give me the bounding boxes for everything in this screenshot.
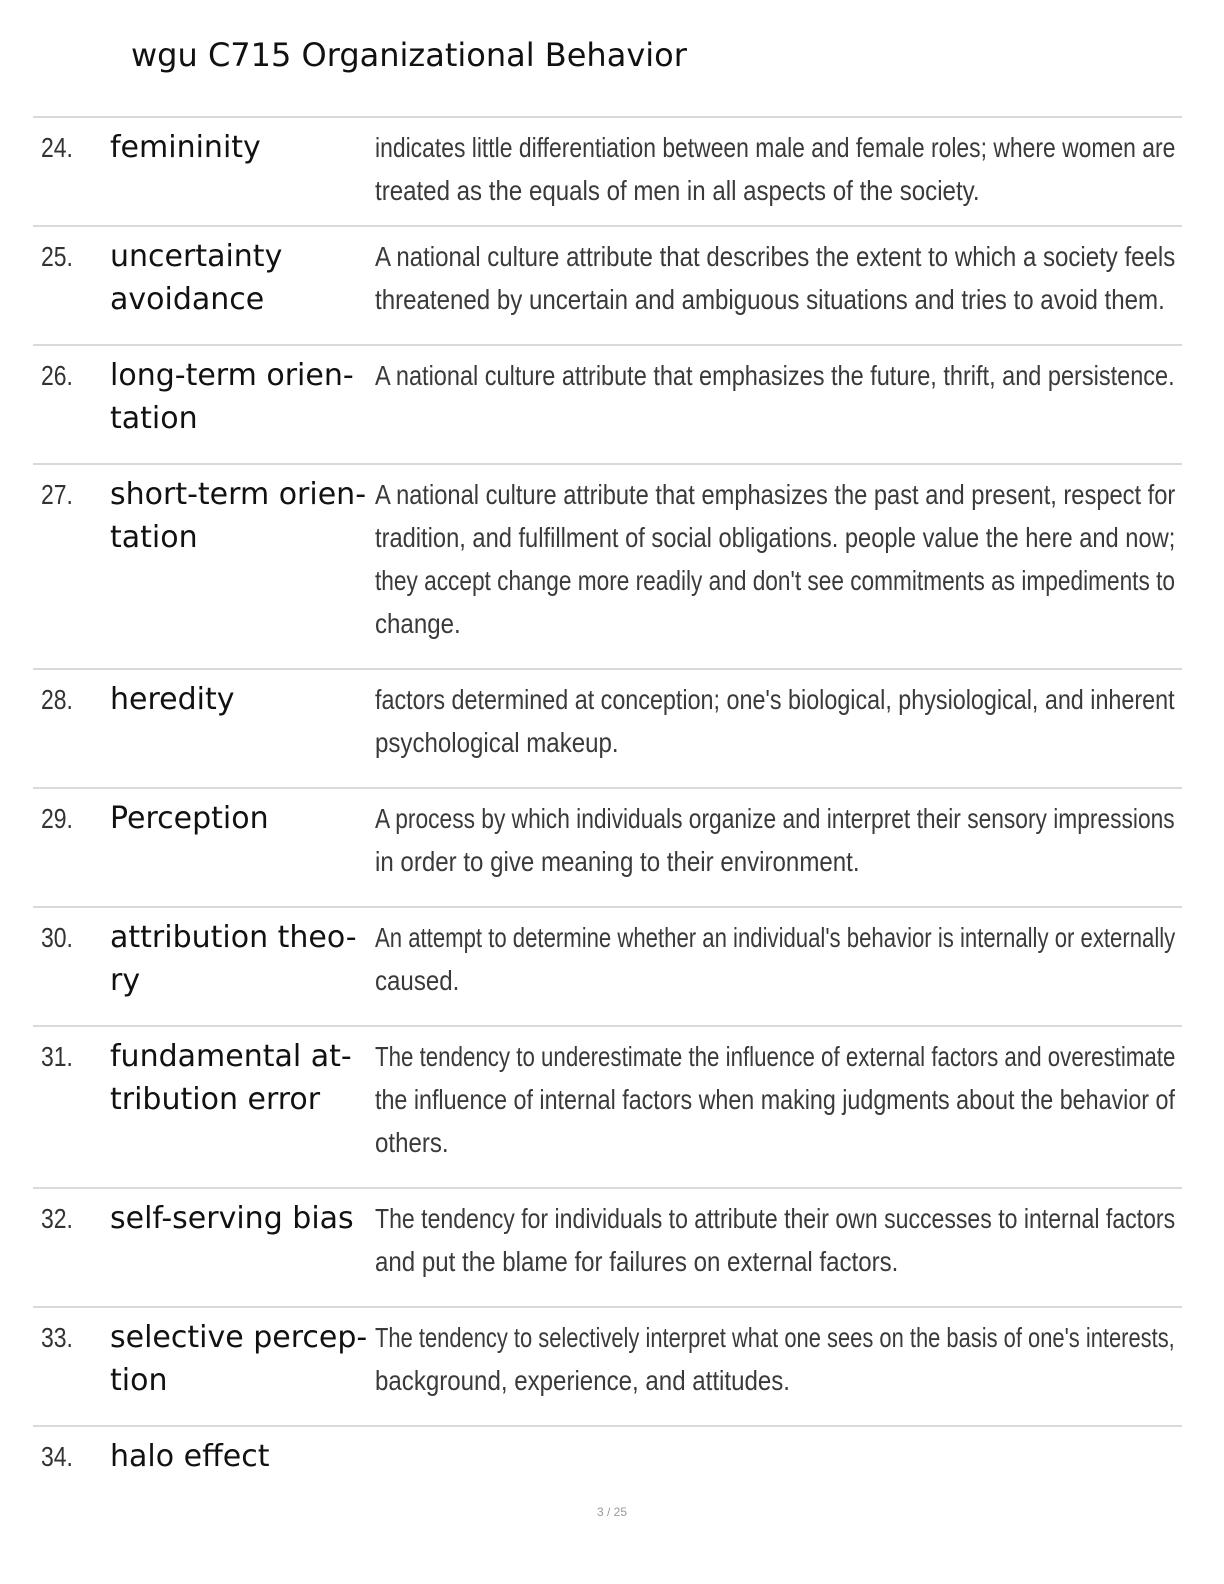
- entry-number: 31.: [41, 1041, 73, 1072]
- entry-definition: [375, 1197, 1175, 1283]
- entry-number: 28.: [41, 684, 73, 715]
- entry-term-line: fundamental at-: [110, 1039, 352, 1074]
- entry-definition-line: The tendency to underestimate the influence of external factors and overestimate: [375, 1041, 1176, 1072]
- entry-definition-line: threatened by uncertain and ambiguous situations and tries to avoid them.: [375, 284, 1165, 315]
- entry-term-line: tation: [110, 401, 198, 436]
- glossary-row: [33, 1425, 1182, 1517]
- entry-term-line: tation: [110, 520, 198, 555]
- entry-number: 30.: [41, 922, 73, 953]
- entry-definition: [375, 235, 1175, 321]
- entry-definition-line: A process by which individuals organize and interpret their sensory impressions: [375, 803, 1175, 834]
- entry-definition-line: A national culture attribute that emphasizes the future, thrift, and persistence.: [375, 360, 1175, 391]
- entry-definition-line: others.: [375, 1127, 449, 1158]
- entry-definition-line: and put the blame for failures on external factors.: [375, 1246, 899, 1277]
- entry-number: 29.: [41, 803, 73, 834]
- entry-term: [110, 473, 375, 559]
- page-indicator: 3 / 25: [596, 1505, 628, 1519]
- entry-term-line: short-term orien-: [110, 477, 367, 512]
- glossary-row: [33, 668, 1182, 787]
- entry-definition-line: the influence of internal factors when making judgments about the behavior of: [375, 1084, 1175, 1115]
- entry-number: 27.: [41, 479, 73, 510]
- entry-term: [110, 1035, 375, 1121]
- entry-definition-line: A national culture attribute that emphasizes the past and present, respect for: [375, 479, 1176, 510]
- entry-term-line: avoidance: [110, 282, 265, 317]
- glossary-row: [33, 1025, 1182, 1187]
- entry-term-line: selective percep-: [110, 1320, 368, 1355]
- entry-definition-line: background, experience, and attitudes.: [375, 1365, 791, 1396]
- entry-term-line: heredity: [110, 682, 235, 717]
- entry-definition-line: in order to give meaning to their environment.: [375, 846, 860, 877]
- entry-number: 24.: [41, 132, 73, 163]
- entry-definition-line: factors determined at conception; one's biological, physiological, and inherent: [375, 684, 1175, 715]
- entry-term: [110, 235, 375, 321]
- entry-term-line: ry: [110, 963, 141, 998]
- entry-term: [110, 916, 375, 1002]
- entry-term-line: Perception: [110, 801, 269, 836]
- entry-number: 34.: [41, 1441, 73, 1472]
- entry-definition-line: they accept change more readily and don't see commitments as impediments to: [375, 565, 1175, 596]
- entry-definition: [375, 473, 1175, 645]
- glossary-row: [33, 906, 1182, 1025]
- entry-term-line: tion: [110, 1363, 168, 1398]
- entry-definition: [375, 916, 1175, 1002]
- entry-term: [110, 797, 375, 840]
- entry-definition-line: change.: [375, 608, 461, 639]
- entry-definition-line: treated as the equals of men in all aspects of the society.: [375, 175, 980, 206]
- entry-definition-line: psychological makeup.: [375, 727, 619, 758]
- glossary-row: [33, 1306, 1182, 1425]
- entry-definition: [375, 678, 1175, 764]
- entry-term-line: long-term orien-: [110, 358, 354, 393]
- glossary-row: [33, 116, 1182, 225]
- page-title: wgu C715 Organizational Behavior: [131, 36, 687, 74]
- entry-term-line: self-serving bias: [110, 1201, 354, 1236]
- entry-term: [110, 1197, 375, 1240]
- entry-term: [110, 678, 375, 721]
- glossary-row: [33, 1187, 1182, 1306]
- glossary-row: [33, 344, 1182, 463]
- entry-definition-line: A national culture attribute that describes the extent to which a society feels: [375, 241, 1176, 272]
- entry-term: [110, 354, 375, 440]
- entry-number: 25.: [41, 241, 73, 272]
- entry-term: [110, 1435, 375, 1478]
- entry-definition-line: The tendency for individuals to attribute their own successes to internal factors: [375, 1203, 1176, 1234]
- entry-definition: [375, 1035, 1175, 1164]
- entry-term: [110, 126, 375, 169]
- entry-term-line: uncertainty: [110, 239, 283, 274]
- entry-definition: [375, 126, 1175, 212]
- glossary-table: [33, 116, 1182, 1517]
- glossary-row: [33, 463, 1182, 668]
- entry-definition-line: caused.: [375, 965, 460, 996]
- entry-number: 26.: [41, 360, 73, 391]
- entry-definition-line: tradition, and fulfillment of social obligations. people value the here and now;: [375, 522, 1176, 553]
- entry-term-line: attribution theo-: [110, 920, 357, 955]
- glossary-row: [33, 787, 1182, 906]
- entry-term-line: femininity: [110, 130, 261, 165]
- entry-number: 33.: [41, 1322, 73, 1353]
- entry-definition: [375, 354, 1175, 397]
- entry-term: [110, 1316, 375, 1402]
- entry-definition-line: An attempt to determine whether an individual's behavior is internally or externally: [375, 922, 1176, 953]
- entry-definition: [375, 1316, 1175, 1402]
- entry-number: 32.: [41, 1203, 73, 1234]
- entry-term-line: tribution error: [110, 1082, 321, 1117]
- entry-definition-line: indicates little differentiation between male and female roles; where women are: [375, 132, 1176, 163]
- entry-definition: [375, 797, 1175, 883]
- glossary-row: [33, 225, 1182, 344]
- entry-term-line: halo effect: [110, 1439, 270, 1474]
- entry-definition-line: The tendency to selectively interpret what one sees on the basis of one's interests,: [375, 1322, 1175, 1353]
